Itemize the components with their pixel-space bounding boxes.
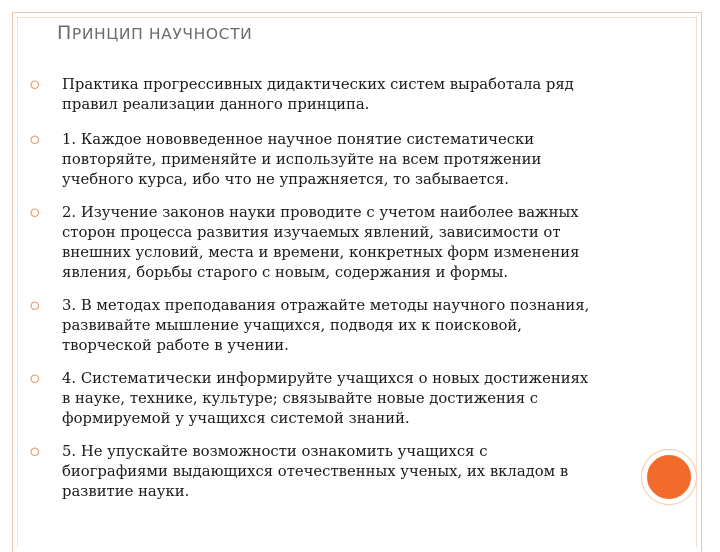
list-item-text: 3. В методах преподавания отражайте методы научного познания, развивайте мышление учащихся, подводя их к поисковой, творческой работе в учении. — [62, 297, 590, 354]
ring-bullet-icon: ⭘ — [30, 78, 40, 92]
list-item — [30, 75, 590, 115]
ring-bullet-icon: ⭘ — [30, 299, 40, 313]
ring-bullet-icon: ⭘ — [30, 133, 40, 147]
list-item-text: 5. Не упускайте возможности ознакомить учащихся с биографиями выдающихся отечественных ученых, их вкладом в развитие науки. — [62, 443, 569, 500]
slide-title — [57, 22, 252, 44]
bullet-list — [30, 75, 590, 502]
list-item — [30, 296, 590, 356]
list-item-text: 1. Каждое нововведенное научное понятие систематически повторяйте, применяйте и используйте на всем протяжении учебного курса, ибо что не упражняется, то забывается. — [62, 131, 542, 188]
ring-bullet-icon: ⭘ — [30, 372, 40, 386]
list-item-text: 2. Изучение законов науки проводите с учетом наиболее важных сторон процесса развития изучаемых явлений, зависимости от внешних условий, места и времени, конкретных форм изменения явления, борьбы старого с новым, содержания и формы. — [62, 204, 580, 281]
list-item-text: Практика прогрессивных дидактических систем выработала ряд правил реализации данного принципа. — [62, 76, 574, 113]
ring-bullet-icon: ⭘ — [30, 206, 40, 220]
list-item — [30, 369, 590, 429]
list-item-text: 4. Систематически информируйте учащихся о новых достижениях в науке, технике, культуре; связывайте новые достижения с формируемой у учащихся системой знаний. — [62, 370, 589, 427]
slide-title-initial: П — [57, 22, 72, 44]
decorative-circle — [642, 450, 696, 504]
ring-bullet-icon: ⭘ — [30, 445, 40, 459]
list-item — [30, 203, 590, 283]
slide-title-rest: РИНЦИП НАУЧНОСТИ — [71, 25, 253, 43]
list-item — [30, 130, 590, 190]
list-item — [30, 442, 590, 502]
